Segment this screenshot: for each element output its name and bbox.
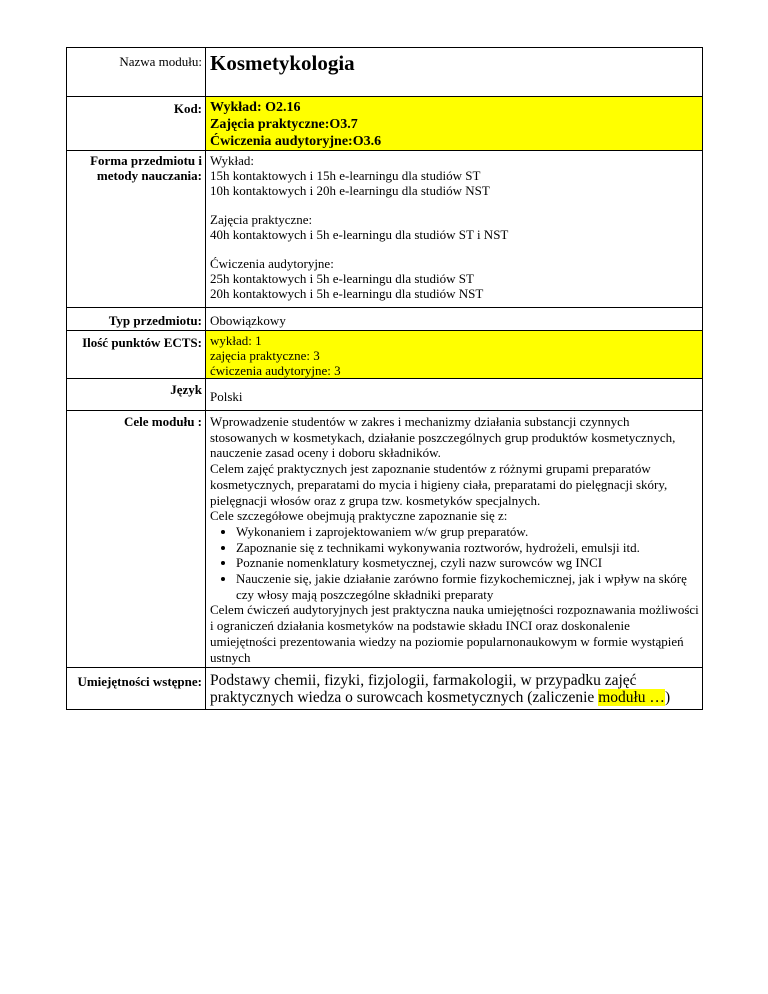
list-item: • Zapoznanie się z technikami wykonywania roztworów, hydrożeli, emulsji itd. [236, 540, 699, 556]
module-card [66, 47, 703, 710]
spacer [210, 198, 699, 212]
module-title: Kosmetykologia [206, 48, 703, 97]
row-jezyk [67, 379, 703, 411]
row-forma [67, 151, 703, 308]
nazwa-label: Nazwa modułu: [67, 48, 206, 97]
forma-cwiczenia-2: 20h kontaktowych i 5h e-learningu dla studiów NST [210, 286, 484, 301]
typ-label: Typ przedmiotu: [67, 308, 206, 331]
forma-cwiczenia-1: 25h kontaktowych i 5h e-learningu dla studiów ST [210, 271, 474, 286]
umiejetnosci-label: Umiejętności wstępne: [67, 668, 206, 710]
jezyk-value: Polski [206, 379, 703, 411]
ects-wyklad: wykład: 1 [210, 333, 262, 348]
umiejetnosci-value: Podstawy chemii, fizyki, fizjologii, farmakologii, w przypadku zajęć praktycznych wiedza o surowcach kosmetycznych (zaliczenie modułu …) [206, 668, 703, 710]
row-cele [67, 411, 703, 668]
ects-cwiczenia: ćwiczenia audytoryjne: 3 [210, 363, 341, 378]
module-table [66, 47, 703, 710]
spacer [210, 242, 699, 256]
forma-zajecia-head: Zajęcia praktyczne: [210, 212, 313, 227]
umiejetnosci-highlight: modułu … [598, 689, 665, 707]
row-nazwa [67, 48, 703, 97]
cele-para-2: Celem zajęć praktycznych jest zapoznanie studentów z różnymi grupami preparatów kosmetycznych, preparatami do mycia i higieny ciała, preparatami do pielęgnacji skóry, pielęgnacji włosów oraz z grupa tzw. kosmetyków specjalnych. [210, 461, 668, 508]
forma-wyklad-head: Wykład: [210, 153, 254, 168]
list-item: • Nauczenie się, jakie działanie zarówno formie fizykochemicznej, jak i wpływ na skórę czy włosy mają poszczególne składniki preparaty [236, 571, 699, 602]
kod-zajecia: Zajęcia praktyczne:O3.7 [210, 117, 358, 132]
row-typ [67, 308, 703, 331]
row-ects [67, 331, 703, 379]
jezyk-label: Język [67, 379, 206, 411]
row-umiejetnosci [67, 668, 703, 710]
ects-value [206, 331, 703, 379]
kod-cwiczenia: Ćwiczenia audytoryjne:O3.6 [210, 134, 382, 149]
cele-bullet-list [210, 524, 699, 603]
list-item: • Poznanie nomenklatury kosmetycznej, czyli nazw surowców wg INCI [236, 555, 699, 571]
kod-value [206, 97, 703, 151]
forma-value [206, 151, 703, 308]
cele-para-1: Wprowadzenie studentów w zakres i mechanizmy działania substancji czynnych stosowanych w kosmetykach, działanie poszczególnych grup produktów kosmetycznych, nauczenie zasad oceny i doboru składników. [210, 414, 676, 461]
cele-para-3: Cele szczegółowe obejmują praktyczne zapoznanie się z: [210, 508, 508, 524]
forma-cwiczenia-head: Ćwiczenia audytoryjne: [210, 256, 334, 271]
typ-value: Obowiązkowy [206, 308, 703, 331]
cele-value [206, 411, 703, 668]
cele-label: Cele modułu : [67, 411, 206, 668]
kod-wyklad: Wykład: O2.16 [210, 100, 301, 115]
row-kod [67, 97, 703, 151]
forma-wyklad-2: 10h kontaktowych i 20h e-learningu dla studiów NST [210, 183, 490, 198]
ects-zajecia: zajęcia praktyczne: 3 [210, 348, 320, 363]
forma-wyklad-1: 15h kontaktowych i 15h e-learningu dla studiów ST [210, 168, 481, 183]
kod-label: Kod: [67, 97, 206, 151]
ects-label: Ilość punktów ECTS: [67, 331, 206, 379]
forma-label: Forma przedmiotu i metody nauczania: [67, 151, 206, 308]
forma-zajecia-1: 40h kontaktowych i 5h e-learningu dla studiów ST i NST [210, 227, 509, 242]
cele-para-4: Celem ćwiczeń audytoryjnych jest praktyczna nauka umiejętności rozpoznawania możliwości i ograniczeń działania kosmetyków na podstawie składu INCI oraz doskonalenie umiejętności prezentowania wiedzy na poziomie popularnonaukowym w formie wystąpień ustnych [210, 602, 699, 665]
list-item: • Wykonaniem i zaprojektowaniem w/w grup preparatów. [236, 524, 699, 540]
